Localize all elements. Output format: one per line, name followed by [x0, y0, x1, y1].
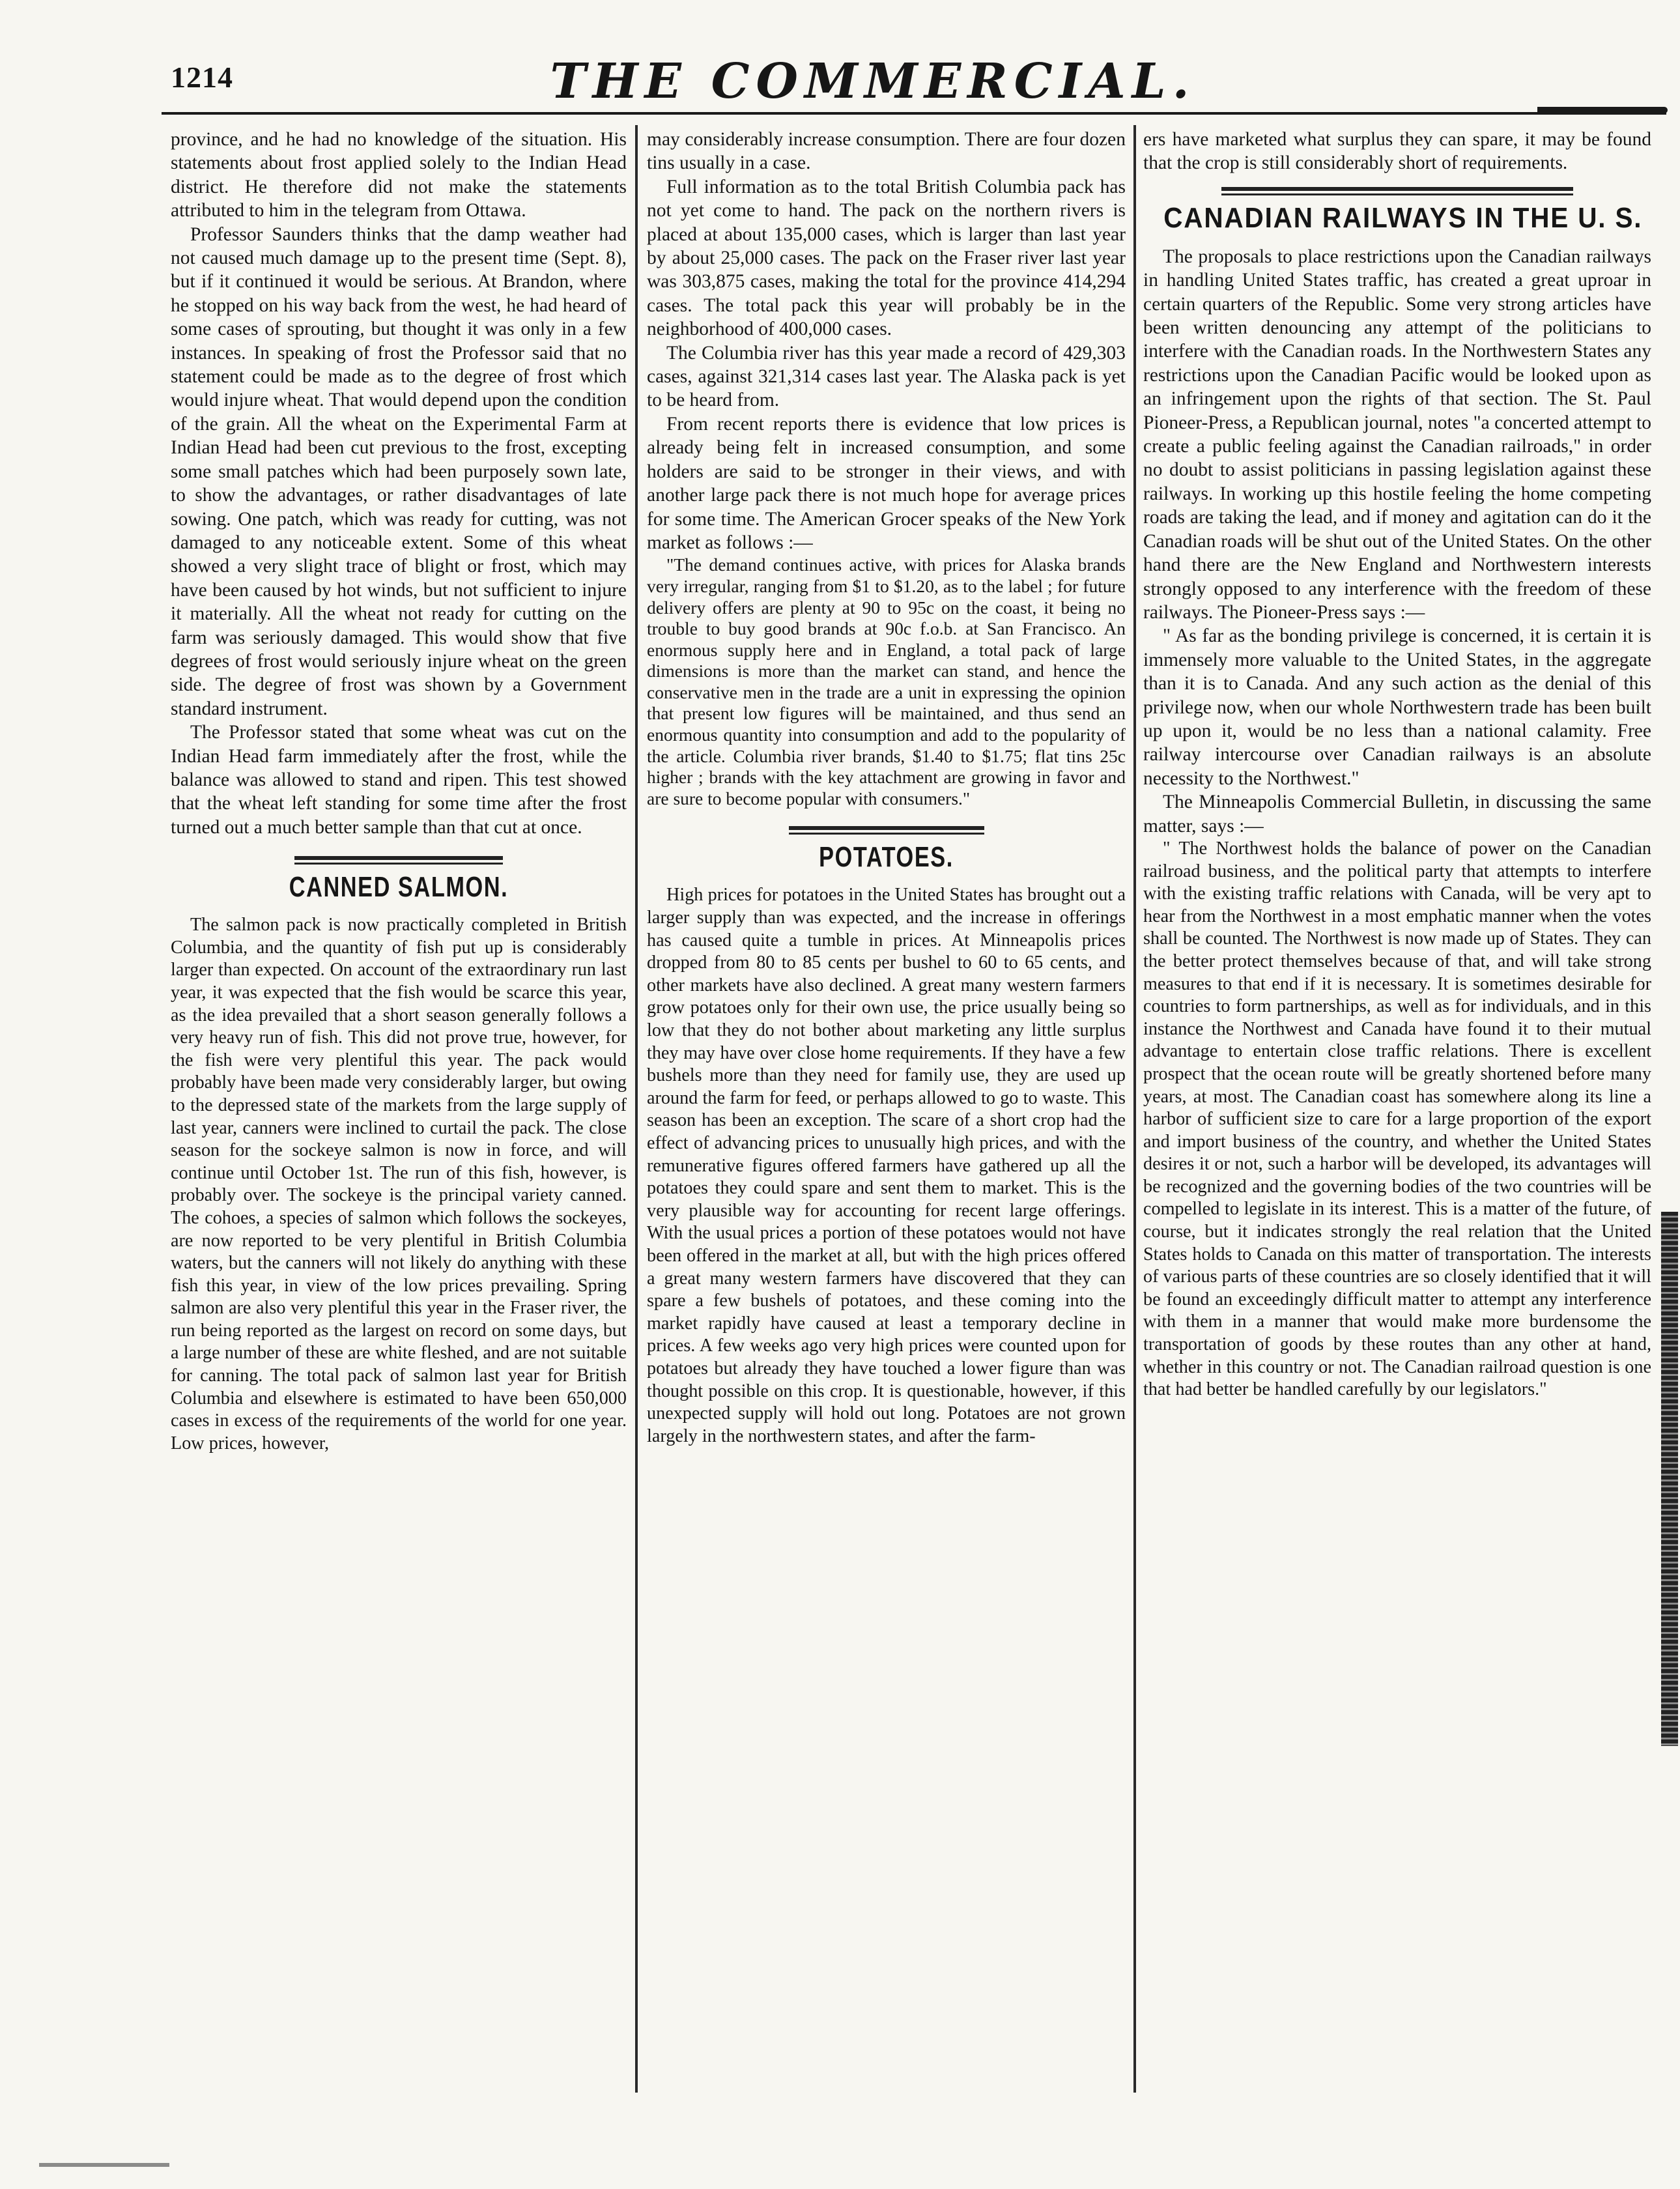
page-number: 1214: [171, 61, 233, 94]
masthead: THE COMMERCIAL.: [550, 53, 1196, 109]
paragraph: The proposals to place restrictions upon the Canadian railways in handling United States traffic, has created a great uproar in certain quarters of the Republic. Some very strong articles have been written denouncing any attempt of the politicians to interfere with the Canadian roads. In the Northwestern States any restrictions upon the Canadian Pacific would be looked upon as an infringement upon the rights of that section. The St. Paul Pioneer-Press, a Republican journal, notes "a concerted attempt to create a public feeling against the Canadian railroads," in order no doubt to assist politicians in passing legislation against these railways. In working up this hostile feeling the home competing roads are taking the lead, and if money and agitation can do it the Canadian roads will be shut out of the United States. On the other hand there are the New England and Northwestern interests strongly opposed to any interference with the freedom of these railways. The Pioneer-Press says :—: [1143, 246, 1651, 623]
paragraph: ers have marketed what surplus they can spare, it may be found that the crop is still considerably short of requirements.: [1143, 129, 1651, 174]
header-rule-flourish: [1537, 107, 1668, 113]
section-heading-potatoes: [647, 826, 1126, 875]
column-divider: [635, 125, 638, 2093]
header-rule: [162, 112, 1666, 115]
paragraph: " As far as the bonding privilege is concerned, it is certain it is immensely more valuable to the United States, in the aggregate than it is to Canada. And any such action as the denial of this privilege now, when our whole Northwestern trade has been built up upon it, would be no less than a national calamity. Free railway intercourse over Canadian railways is an absolute necessity to the Northwest.": [1143, 625, 1651, 789]
section-heading-canned-salmon: [171, 856, 627, 905]
scan-foot-mark: [39, 2163, 169, 2167]
heading-rule: [294, 863, 503, 865]
paragraph: " The Northwest holds the balance of power on the Canadian railroad business, and the political party that attempts to interfere with the existing traffic relations with Canada, will be very apt to hear from the Northwest in a most emphatic manner when the votes shall be counted. The Northwest is now made up of States. They can the better protect themselves because of that, and will take strong measures to that end if it is necessary. It is sometimes desirable for countries to form partnerships, as well as for individuals, and in this instance the Northwest and Canada have found it to their mutual advantage to entertain close traffic relations. There is excellent prospect that the ocean route will be greatly shortened before many years, at most. The Canadian coast has somewhere along its line a harbor of sufficient size to care for a large proportion of the export and import business of the country, and whether the United States desires it or not, such a harbor will be developed, its advantages will be recognized and the governing bodies of the two countries will be compelled to legislate in its interest. This is a matter of the future, of course, but it indicates strongly the real relation that the United States holds to Canada on this matter of transportation. The interests of various parts of these countries are so closely identified that it will be found an exceedingly difficult matter to attempt any interference with them in a manner that would make more burdensome the transportation of goods by these routes than any other at hand, whether in this country or not. The Canadian railroad question is one that had better be handled carefully by our legislators.": [1143, 838, 1651, 1400]
paragraph: Professor Saunders thinks that the damp weather had not caused much damage up to the present time (Sept. 8), but if it continued it would be serious. At Brandon, where he stopped on his way back from the west, he had heard of some cases of sprouting, but thought it was only in a few instances. In speaking of frost the Professor said that no statement could be made as to the degree of frost which would injure wheat. That would depend upon the condition of the grain. All the wheat on the Experimental Farm at Indian Head had been cut previous to the frost, excepting some small patches which had been purposely sown late, to show the advantages, or rather disadvantages of late sowing. One patch, which was ready for cutting, was not damaged to any noticeable extent. Some of this wheat showed a very slight trace of blight or frost, which may have been caused by hot winds, but not sufficient to injure it materially. All the wheat not ready for cutting on the farm was seriously damaged. This would show that five degrees of frost would seriously injure wheat on the green side. The degree of frost was shown by a Government standard instrument.: [171, 223, 627, 719]
column-1: [171, 128, 627, 2082]
scan-edge-mark: [1661, 1212, 1678, 1746]
heading-rule: [1221, 193, 1573, 195]
paragraph: province, and he had no knowledge of the situation. His statements about frost applied solely to the Indian Head district. He therefore did not make the statements attributed to him in the telegram from Ottawa.: [171, 129, 627, 222]
section-title: CANADIAN RAILWAYS IN THE U. S.: [1163, 201, 1643, 234]
heading-rule: [789, 826, 984, 830]
paragraph: The salmon pack is now practically completed in British Columbia, and the quantity of fish put up is considerably larger than expected. On account of the extraordinary run last year, it was expected that the fish would be scarce this year, as the idea prevailed that a short season generally follows a very heavy run of fish. This did not prove true, however, for the fish were very plentiful this year. The pack would probably have been made very considerably larger, but owing to the depressed state of the markets from the large supply of last year, canners were inclined to curtail the pack. The close season for the sockeye salmon is now in force, and will continue until October 1st. The run of this fish, however, is probably over. The sockeye is the principal variety canned. The cohoes, a species of salmon which follows the sockeyes, are now reported to be very plentiful in British Columbia waters, but the canners will not likely do anything with these fish this year, in view of the low prices prevailing. Spring salmon are also very plentiful this year in the Fraser river, the run being reported as the largest on record on some days, but a large number of these are white fleshed, and are not suitable for canning. The total pack of salmon last year for British Columbia and elsewhere is estimated to have been 650,000 cases in excess of the requirements of the world for one year. Low prices, however,: [171, 915, 627, 1453]
paragraph: The Minneapolis Commercial Bulletin, in discussing the same matter, says :—: [1143, 792, 1651, 837]
paragraph: High prices for potatoes in the United States has brought out a larger supply than was expected, and the increase in offerings has caused quite a tumble in prices. At Minneapolis prices dropped from 80 to 85 cents per bushel to 60 to 65 cents, and other markets have also declined. A great many western farmers grow potatoes only for their own use, the price usually being so low that they do not bother about marketing any little surplus they may have over close home requirements. If they have a few bushels more than they need for family use, they are used up around the farm for feed, or perhaps allowed to go to waste. This season has been an exception. The scare of a short crop had the effect of advancing prices to unusually high prices, and with the remunerative figures offered farmers have gathered up all the potatoes they could spare and sent them to market. This is the very plausible way for accounting for recent large offerings. With the usual prices a portion of these potatoes would not have been offered in the market at all, but with the high prices offered a great many western farmers have discovered that they can spare a few bushels of potatoes, and these coming into the market rapidly have caused at least a temporary decline in prices. A few weeks ago very high prices were counted upon for potatoes but already they have touched a lower figure than was thought possible on this crop. It is questionable, however, if this unexpected supply will hold out long. Potatoes are not grown largely in the northwestern states, and after the farm-: [647, 885, 1126, 1446]
heading-rule: [1221, 187, 1573, 191]
heading-rule: [294, 856, 503, 860]
paragraph: The Professor stated that some wheat was cut on the Indian Head farm immediately after the frost, while the balance was allowed to stand and ripen. This test showed that the wheat left standing for some time after the frost turned out a much better sample than that cut at once.: [171, 722, 627, 838]
column-divider: [1133, 125, 1136, 2093]
section-title: CANNED SALMON.: [289, 871, 509, 904]
paragraph: may considerably increase consumption. There are four dozen tins usually in a case.: [647, 129, 1126, 174]
paragraph: Full information as to the total British Columbia pack has not yet come to hand. The pack on the northern rivers is placed at about 135,000 cases, which is larger than last year by about 25,000 cases. The pack on the Fraser river last year was 303,875 cases, making the total for the province 414,294 cases. The total pack this year will probably be in the neighborhood of 400,000 cases.: [647, 176, 1126, 340]
section-heading-canadian-railways: [1143, 187, 1651, 236]
block-quote: "The demand continues active, with prices for Alaska brands very irregular, ranging from $1 to $1.20, as to the label ; for future delivery offers are plenty at 90 to 95c on the coast, it being no trouble to buy good brands at 90c f.o.b. at San Francisco. An enormous supply here and in England, a total pack of large dimensions is more than the market can stand, and hence the conservative men in the trade are a unit in expressing the opinion that present low figures will be maintained, and thus send an enormous quantity into consumption and add to the popularity of the article. Columbia river brands, $1.40 to $1.75; flat tins 25c higher ; brands with the key attachment are growing in favor and are sure to become popular with consumers.": [647, 554, 1126, 808]
section-title: POTATOES.: [819, 841, 954, 874]
column-3: [1143, 128, 1651, 2082]
heading-rule: [789, 833, 984, 835]
column-2: [647, 128, 1126, 2082]
paragraph: The Columbia river has this year made a record of 429,303 cases, against 321,314 cases last year. The Alaska pack is yet to be heard from.: [647, 342, 1126, 411]
paragraph: From recent reports there is evidence that low prices is already being felt in increased consumption, and some holders are said to be stronger in their views, and with another large pack there is not much hope for average prices for some time. The American Grocer speaks of the New York market as follows :—: [647, 413, 1126, 553]
